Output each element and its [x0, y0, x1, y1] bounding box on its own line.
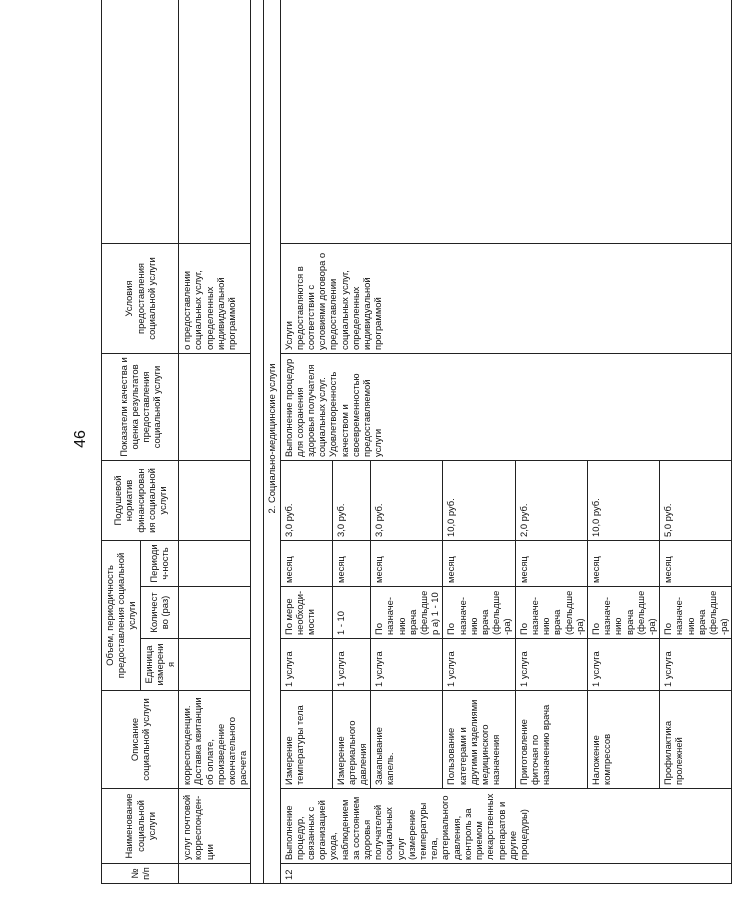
cell-periodicity: месяц — [660, 540, 732, 586]
cell-quantity: По назначе-нию врача (фельдше-ра) — [660, 587, 732, 639]
cell-quantity: 1 - 10 — [332, 587, 371, 639]
cell-unit: 1 услуга — [515, 639, 587, 691]
cell-norm: 2,0 руб. — [515, 460, 587, 540]
section-row — [264, 0, 280, 884]
cell-norm: 10,0 руб. — [443, 460, 515, 540]
header-conditions: Условия предоставления социальной услуги — [102, 243, 179, 353]
cell-quantity: По назначе-нию врача (фельдше-ра) — [515, 587, 587, 639]
cell-unit: 1 услуга — [660, 639, 732, 691]
table-row — [280, 0, 332, 884]
cell-unit: 1 услуга — [587, 639, 659, 691]
cell-name: Выполнение процедур, связанных с организацией ухода, наблюдением за состоянием здоровья получателей социальных услуг (измерение температуры тела, артериального давления, контроль за приемом лекарственных препаратов и другие процедуры) — [280, 789, 732, 864]
cell-description: Закапывание капель. — [371, 691, 443, 789]
cell-periodicity: месяц — [443, 540, 515, 586]
cell-conditions: Услуги предоставляются в соответствии с условиями договора о предоставлении социальных услуг, определенных индивидуальной программой — [280, 243, 732, 353]
cell-norm: 10,0 руб. — [587, 460, 659, 540]
cell-norm: 3,0 руб. — [280, 460, 332, 540]
cell-description: Пользование катетерами и другими изделиями медицинского назначения — [443, 691, 515, 789]
cell-quantity: По назначе-нию врача (фельдшер а) 1 - 10 — [371, 587, 443, 639]
cell-description: Приготовление фиточая по назначению врача — [515, 691, 587, 789]
header-volume-group: Объем, периодичность предоставления социальной услуги — [102, 540, 141, 690]
header-name: Наименование социальной услуги — [102, 789, 179, 864]
cell-description: Измерение температуры тела — [280, 691, 332, 789]
cell-quantity: По мере необходи-мости — [280, 587, 332, 639]
cell-unit: 1 услуга — [443, 639, 515, 691]
cell-norm: 3,0 руб. — [332, 460, 371, 540]
cell-periodicity: месяц — [332, 540, 371, 586]
header-description: Описание социальной услуги — [102, 691, 179, 789]
cell-periodicity: месяц — [515, 540, 587, 586]
cell-description: Профилактика пролежней — [660, 691, 732, 789]
cell-unit: 1 услуга — [332, 639, 371, 691]
cell-unit: 1 услуга — [280, 639, 332, 691]
table-row-continuation — [179, 0, 251, 884]
services-table — [101, 0, 732, 884]
cell-name: услуг почтовой корреспонден-ции — [179, 789, 251, 864]
page-number: 46 — [72, 430, 89, 448]
header-num: № п/п — [102, 864, 179, 884]
header-unit: Единица измерения — [140, 639, 179, 691]
header-extra — [102, 0, 179, 243]
header-quantity: Количество (раз) — [140, 587, 179, 639]
cell-quantity: По назначе-нию врача (фельдше-ра) — [443, 587, 515, 639]
header-quality: Показатели качества и оценка результатов предоставления социальной услуги — [102, 353, 179, 460]
cell-description: Наложение компрессов — [587, 691, 659, 789]
section-title: 2. Социально-медицинские услуги — [264, 0, 280, 884]
cell-norm: 5,0 руб. — [660, 460, 732, 540]
cell-norm: 3,0 руб. — [371, 460, 443, 540]
cell-periodicity: месяц — [587, 540, 659, 586]
rotated-table-wrapper — [101, 24, 730, 884]
header-norm: Подушевой норматив финансирован ия социальной услуги — [102, 460, 179, 540]
cell-num — [179, 864, 251, 884]
cell-periodicity: месяц — [280, 540, 332, 586]
cell-num: 12 — [280, 864, 732, 884]
cell-description: Измерение артериального давления — [332, 691, 371, 789]
header-periodicity: Периодич-ность — [140, 540, 179, 586]
table-gap-row — [251, 0, 264, 884]
cell-conditions: о предоставлении социальных услуг, определенных индивидуальной программой — [179, 243, 251, 353]
cell-unit: 1 услуга — [371, 639, 443, 691]
cell-periodicity: месяц — [371, 540, 443, 586]
cell-quantity: По назначе-нию врача (фельдше-ра) — [587, 587, 659, 639]
cell-quality: Выполнение процедур для сохранения здоровья получателя социальных услуг. Удовлетворенность качеством и своевременностью предоставляемой услуги — [280, 353, 732, 460]
cell-description: корреспонденции. Доставка квитанции об оплате, произведение окончательного расчета — [179, 691, 251, 789]
